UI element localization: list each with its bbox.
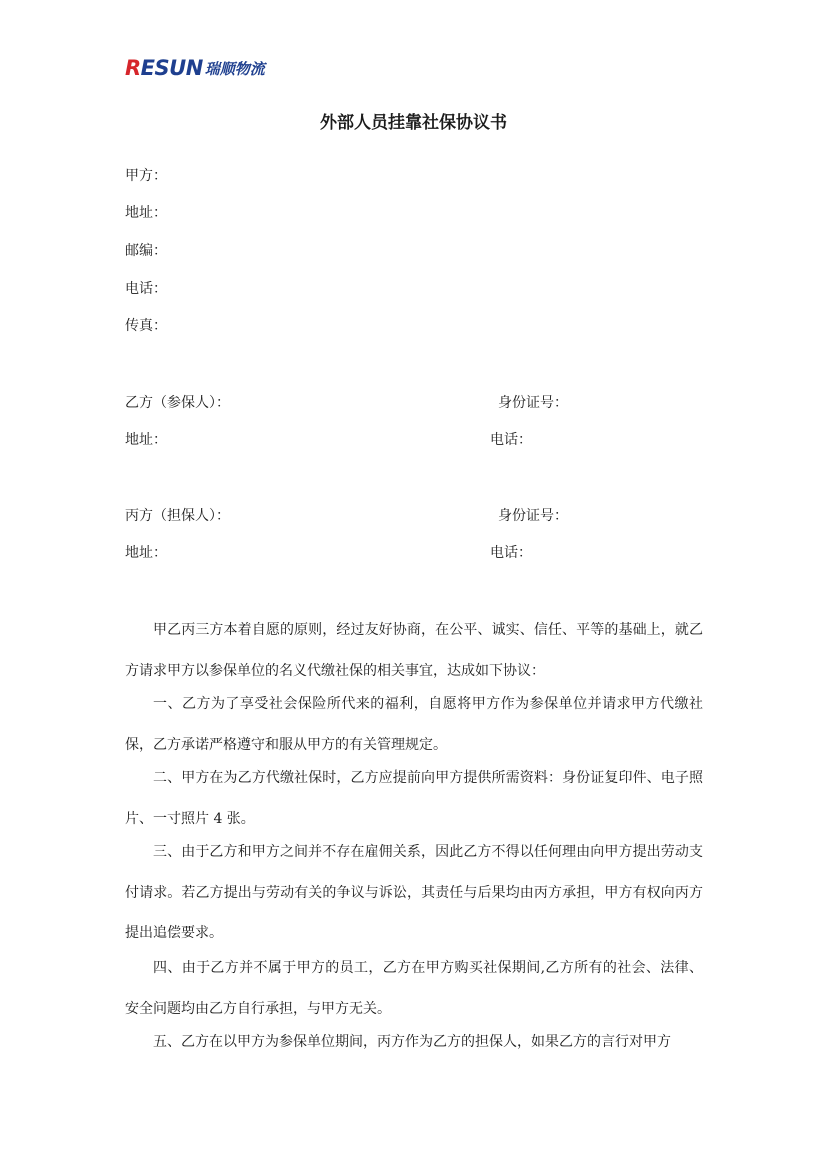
clause-2: 二、甲方在为乙方代缴社保时，乙方应提前向甲方提供所需资料：身份证复印件、电子照片、一寸照片 4 张。 <box>125 770 703 827</box>
party-b-phone-label: 电话： <box>490 432 532 448</box>
party-a-fax-label: 传真： <box>125 318 167 334</box>
party-b-id-label: 身份证号： <box>498 395 568 411</box>
logo-wordmark <box>125 56 203 80</box>
party-c-phone-label: 电话： <box>490 545 532 561</box>
logo-letter-r: R <box>125 56 141 80</box>
party-b-address-label: 地址： <box>125 432 167 448</box>
party-b-name-label: 乙方（参保人）： <box>125 395 230 411</box>
logo-chinese-name: 瑞顺物流 <box>204 59 265 78</box>
agreement-preamble: 甲乙丙三方本着自愿的原则，经过友好协商，在公平、诚实、信任、平等的基础上，就乙方请求甲方以参保单位的名义代缴社保的相关事宜，达成如下协议： <box>125 622 703 679</box>
party-a-name-label: 甲方： <box>125 168 167 184</box>
party-a-postcode-label: 邮编： <box>125 243 167 259</box>
logo-letters-esun: ESUN <box>140 56 203 80</box>
party-a-address-label: 地址： <box>125 205 167 221</box>
party-c-name-label: 丙方（担保人）： <box>125 508 230 524</box>
clause-5: 五、乙方在以甲方为参保单位期间，丙方作为乙方的担保人，如果乙方的言行对甲方 <box>153 1034 671 1050</box>
clause-4: 四、由于乙方并不属于甲方的员工，乙方在甲方购买社保期间,乙方所有的社会、法律、安全问题均由乙方自行承担，与甲方无关。 <box>125 960 703 1017</box>
clause-3: 三、由于乙方和甲方之间并不存在雇佣关系，因此乙方不得以任何理由向甲方提出劳动支付请求。若乙方提出与劳动有关的争议与诉讼，其责任与后果均由丙方承担，甲方有权向丙方提出追偿要求。 <box>125 844 703 941</box>
party-a-phone-label: 电话： <box>125 281 167 297</box>
clause-1: 一、乙方为了享受社会保险所代来的福利，自愿将甲方作为参保单位并请求甲方代缴社保，乙方承诺严格遵守和服从甲方的有关管理规定。 <box>125 696 703 753</box>
document-title: 外部人员挂靠社保协议书 <box>320 113 507 133</box>
party-c-id-label: 身份证号： <box>498 508 568 524</box>
party-c-address-label: 地址： <box>125 545 167 561</box>
company-logo <box>125 56 265 80</box>
